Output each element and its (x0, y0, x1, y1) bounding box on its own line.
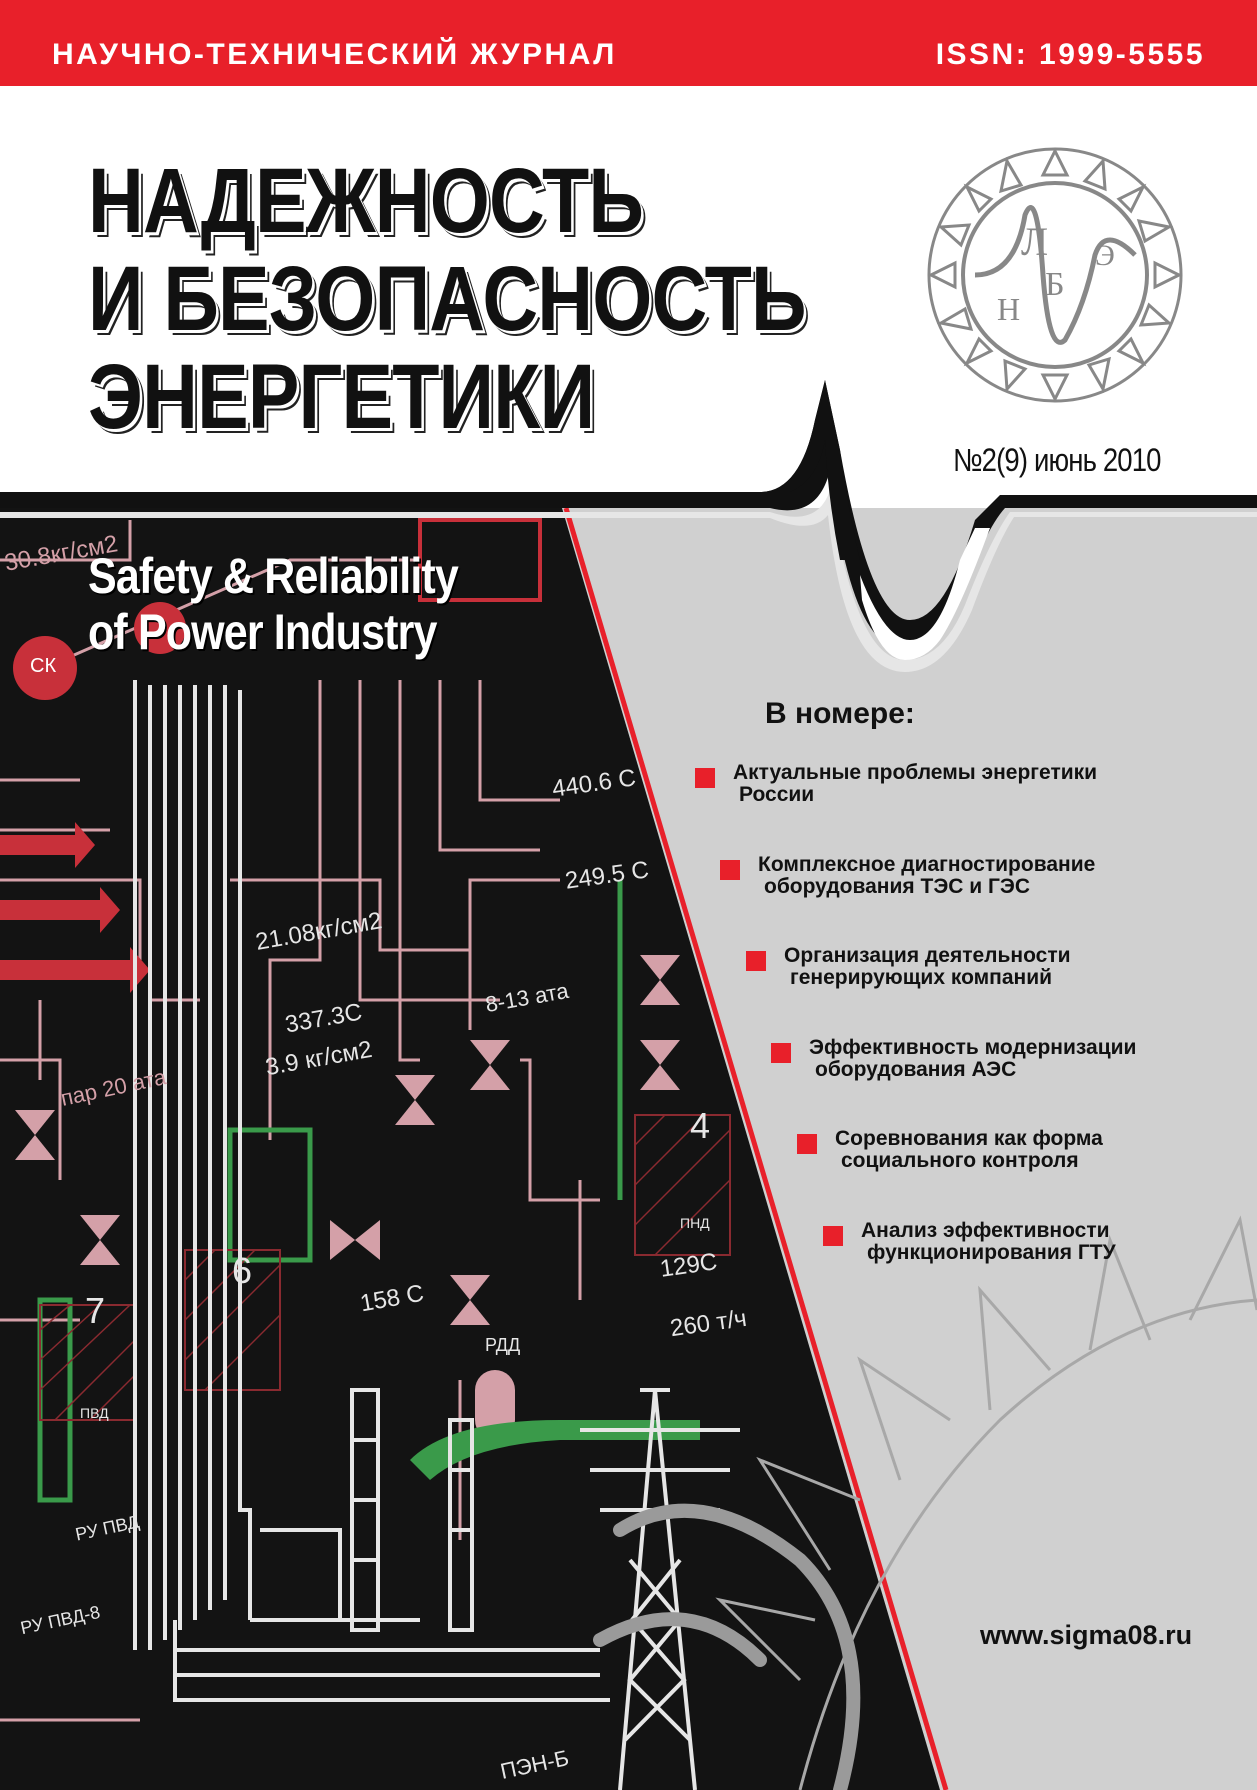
english-title-line: Safety & Reliability (88, 548, 458, 604)
diagram-label: ПНД (680, 1215, 710, 1231)
diagram-label: 260 т/ч (668, 1304, 749, 1343)
diagram-label: ПЭН-Б (498, 1745, 572, 1784)
red-square-bullet (695, 768, 715, 788)
diagram-label: РУ ПВД-8 (18, 1601, 102, 1639)
red-square-bullet (720, 860, 740, 880)
title-line: НАДЕЖНОСТЬ (88, 150, 644, 252)
contents-heading: В номере: (765, 697, 915, 730)
journal-title (88, 152, 806, 446)
diagram-label: пар 20 ата (58, 1064, 169, 1111)
diagram-label: 6 (232, 1250, 253, 1291)
svg-text:Н: Н (997, 291, 1021, 327)
diagram-label: РДД (485, 1335, 521, 1355)
contents-item: Комплексное диагностирование оборудования ТЭС и ГЭС (758, 854, 1095, 898)
title-line: ЭНЕРГЕТИКИ (88, 346, 595, 448)
journal-type-label: НАУЧНО-ТЕХНИЧЕСКИЙ ЖУРНАЛ (52, 38, 617, 71)
seal-letters: Л (1021, 219, 1049, 264)
diagram-label: 440.6 С (550, 764, 638, 803)
diagram-label: 4 (690, 1105, 711, 1146)
red-square-bullet (771, 1043, 791, 1063)
contents-item: Анализ эффективности функционирования ГТУ (861, 1220, 1116, 1264)
diagram-label: 3.9 кг/см2 (263, 1035, 375, 1082)
diagram-label: 21.08кг/см2 (253, 907, 385, 956)
contents-item: Эффективность модернизации оборудования АЭС (809, 1037, 1136, 1081)
svg-text:Б: Б (1045, 266, 1065, 303)
diagram-label: СК (30, 655, 57, 677)
red-square-bullet (797, 1134, 817, 1154)
contents-item: Соревнования как форма социального контроля (835, 1128, 1103, 1172)
diagram-label: 8-13 ата (483, 977, 571, 1018)
diagram-label: 30.8кг/см2 (2, 530, 120, 577)
diagram-label: 249.5 С (563, 856, 651, 895)
website-url: www.sigma08.ru (980, 1620, 1193, 1650)
title-line: И БЕЗОПАСНОСТЬ (88, 248, 806, 350)
english-title (88, 548, 458, 660)
english-title-line: of Power Industry (88, 604, 437, 660)
contents-item: Организация деятельности генерирующих компаний (784, 945, 1071, 989)
contents-item: Актуальные проблемы энергетики России (733, 762, 1097, 806)
issue-number: №2(9) июнь 2010 (953, 442, 1161, 478)
diagram-label: РУ ПВД (73, 1511, 142, 1545)
diagram-label: ПВД (80, 1405, 109, 1421)
red-square-bullet (823, 1226, 843, 1246)
diagram-label: 7 (85, 1290, 106, 1331)
issn-label: ISSN: 1999-5555 (935, 38, 1205, 71)
diagram-label: 129С (658, 1248, 719, 1283)
red-square-bullet (746, 951, 766, 971)
journal-seal-logo (925, 145, 1185, 405)
diagram-label: 337.3С (283, 998, 365, 1039)
diagram-label: 158 С (358, 1279, 426, 1318)
svg-text:Э: Э (1095, 239, 1115, 272)
